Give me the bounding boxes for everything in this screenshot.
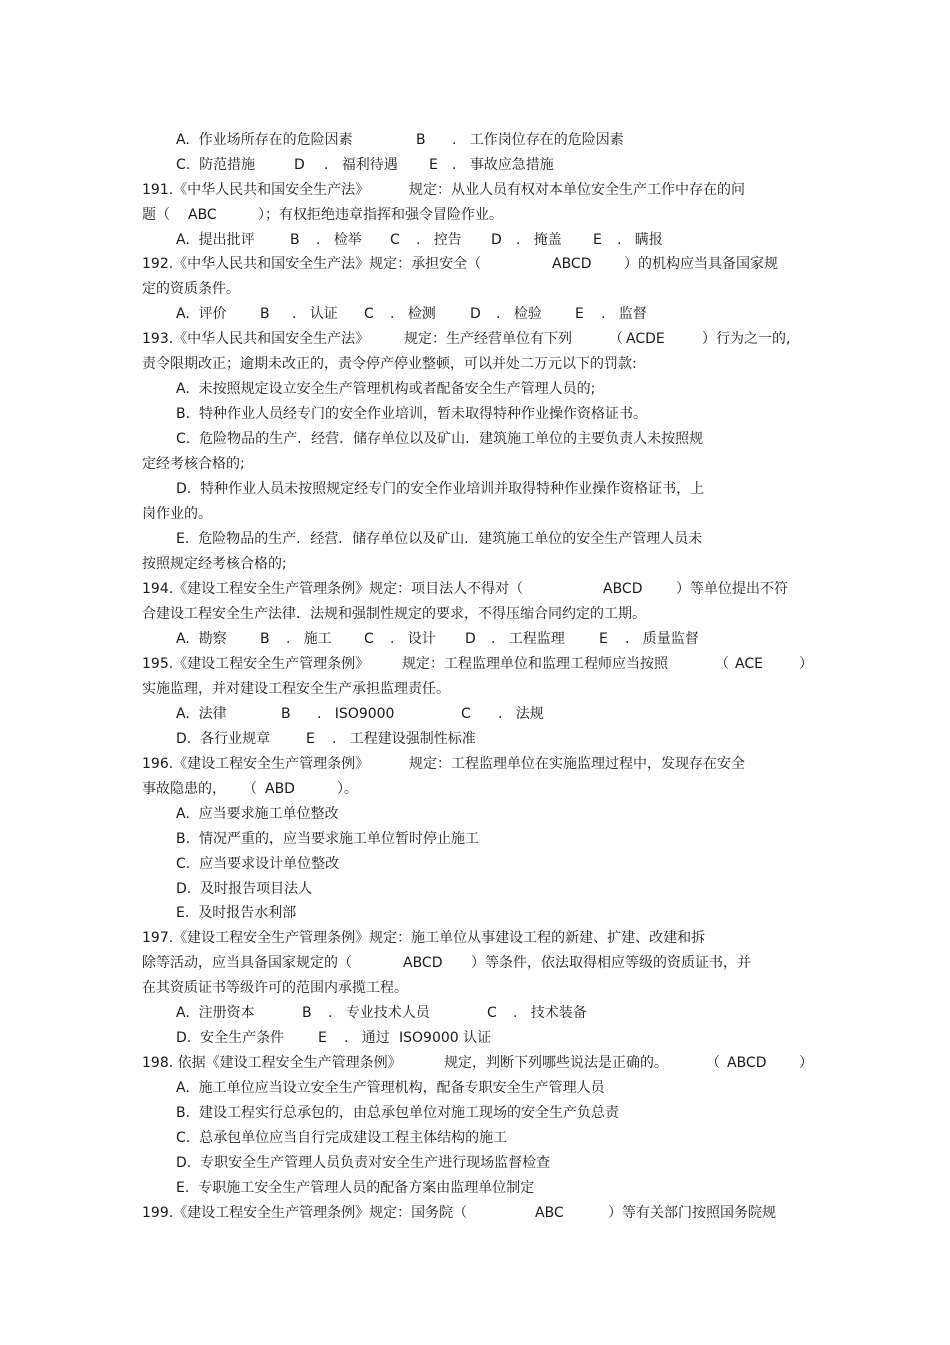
text-line <box>0 552 950 576</box>
text-segment: A. 提出批评 <box>176 232 255 248</box>
text-segment: 199.《建设工程安全生产管理条例》规定：国务院（ <box>142 1205 468 1221</box>
text-segment: 定经考核合格的; <box>142 456 245 472</box>
text-segment: 198. 依据《建设工程安全生产管理条例》 <box>142 1055 402 1071</box>
text-segment: C <box>461 706 471 722</box>
text-line <box>0 1101 950 1125</box>
text-segment: 岗作业的。 <box>142 506 212 522</box>
text-segment: ABD <box>265 781 295 797</box>
text-segment: B. 建设工程实行总承包的，由总承包单位对施工现场的安全生产负总责 <box>176 1105 619 1121</box>
text-line <box>0 652 950 676</box>
text-line <box>0 527 950 551</box>
text-segment: . 事故应急措施 <box>452 157 554 173</box>
text-segment: . 质量监督 <box>625 631 699 647</box>
text-segment: 责令限期改正；逾期未改正的，责令停产停业整顿，可以并处二万元以下的罚款: <box>142 356 637 372</box>
text-segment: A. 作业场所存在的危险因素 <box>176 132 353 148</box>
text-segment: . 瞒报 <box>617 232 663 248</box>
text-segment: 197.《建设工程安全生产管理条例》规定：施工单位从事建设工程的新建、扩建、改建和拆 <box>142 930 706 946</box>
text-segment: ACE <box>735 656 763 672</box>
text-segment: ACDE <box>626 331 665 347</box>
text-line <box>0 178 950 202</box>
text-line <box>0 926 950 950</box>
text-segment: D <box>470 306 481 322</box>
text-line <box>0 1126 950 1150</box>
text-segment: ISO9000 认证 <box>399 1030 492 1046</box>
text-segment: ）行为之一的, <box>702 331 791 347</box>
text-segment: （ <box>609 331 623 347</box>
text-segment: E. 及时报告水利部 <box>176 905 297 921</box>
text-segment: A. 评价 <box>176 306 227 322</box>
text-segment: 除等活动，应当具备国家规定的（ <box>142 955 352 971</box>
text-segment: ）等条件，依法取得相应等级的资质证书，并 <box>471 955 751 971</box>
text-segment: . 检测 <box>390 306 436 322</box>
text-segment: A. 法律 <box>176 706 227 722</box>
text-line <box>0 702 950 726</box>
text-segment: ABCD <box>403 955 443 971</box>
text-segment: . 技术装备 <box>513 1005 587 1021</box>
text-segment: E. 危险物品的生产．经营．储存单位以及矿山．建筑施工单位的安全生产管理人员未 <box>176 531 703 547</box>
text-segment: B <box>290 232 300 248</box>
text-segment: 194.《建设工程安全生产管理条例》规定：项目法人不得对（ <box>142 581 524 597</box>
text-segment: ）；有权拒绝违章指挥和强令冒险作业。 <box>258 207 503 223</box>
text-segment: 实施监理，并对建设工程安全生产承担监理责任。 <box>142 681 450 697</box>
text-segment: . ISO9000 <box>317 706 395 722</box>
text-line <box>0 203 950 227</box>
text-segment: . 控告 <box>416 232 462 248</box>
text-segment: B <box>416 132 426 148</box>
text-line <box>0 477 950 501</box>
text-segment: B. 情况严重的，应当要求施工单位暂时停止施工 <box>176 831 479 847</box>
text-segment: . 通过 <box>344 1030 390 1046</box>
text-segment: B. 特种作业人员经专门的安全作业培训，暂未取得特种作业操作资格证书。 <box>176 406 647 422</box>
text-line <box>0 1076 950 1100</box>
text-segment: E <box>306 731 315 747</box>
text-segment: ABCD <box>603 581 643 597</box>
text-segment: E <box>429 157 438 173</box>
text-segment: 规定：生产经营单位有下列 <box>404 331 572 347</box>
text-segment: C. 防范措施 <box>176 157 256 173</box>
text-line <box>0 777 950 801</box>
text-line <box>0 128 950 152</box>
text-segment: C <box>487 1005 497 1021</box>
text-segment: C <box>364 631 374 647</box>
text-segment: C. 应当要求设计单位整改 <box>176 856 340 872</box>
text-segment: ）的机构应当具备国家规 <box>624 256 778 272</box>
text-segment: D. 专职安全生产管理人员负责对安全生产进行现场监督检查 <box>176 1155 551 1171</box>
text-segment: E <box>599 631 608 647</box>
text-segment: . 认证 <box>292 306 338 322</box>
text-segment: 规定：工程监理单位和监理工程师应当按照 <box>402 656 668 672</box>
text-segment: . 设计 <box>390 631 436 647</box>
text-segment: ABCD <box>727 1055 767 1071</box>
text-segment: 合建设工程安全生产法律．法规和强制性规定的要求，不得压缩合同约定的工期。 <box>142 606 646 622</box>
text-segment: 规定：工程监理单位在实施监理过程中，发现存在安全 <box>409 756 745 772</box>
text-segment: . 检验 <box>496 306 542 322</box>
text-segment: C <box>364 306 374 322</box>
text-segment: A. 注册资本 <box>176 1005 255 1021</box>
text-line <box>0 452 950 476</box>
text-line <box>0 901 950 925</box>
text-line <box>0 402 950 426</box>
text-line <box>0 852 950 876</box>
text-segment: ABC <box>188 207 217 223</box>
text-segment: E <box>593 232 602 248</box>
text-line <box>0 827 950 851</box>
text-segment: D <box>491 232 502 248</box>
text-segment: . 专业技术人员 <box>328 1005 430 1021</box>
text-segment: B <box>281 706 291 722</box>
text-segment: . 福利待遇 <box>324 157 398 173</box>
text-segment: 195.《建设工程安全生产管理条例》 <box>142 656 370 672</box>
text-segment: ABCD <box>552 256 592 272</box>
text-segment: ） <box>799 1055 813 1071</box>
text-segment: 192.《中华人民共和国安全生产法》规定：承担安全（ <box>142 256 482 272</box>
text-line <box>0 327 950 351</box>
text-line <box>0 427 950 451</box>
text-segment: . 检举 <box>316 232 362 248</box>
text-line <box>0 802 950 826</box>
text-segment: D. 及时报告项目法人 <box>176 881 313 897</box>
text-segment: D. 各行业规章 <box>176 731 271 747</box>
text-segment: B <box>260 631 270 647</box>
text-segment: （ <box>706 1055 720 1071</box>
text-segment: C. 总承包单位应当自行完成建设工程主体结构的施工 <box>176 1130 508 1146</box>
text-segment: D <box>294 157 305 173</box>
text-segment: B <box>302 1005 312 1021</box>
text-segment: . 施工 <box>286 631 332 647</box>
text-segment: . 掩盖 <box>516 232 562 248</box>
text-line <box>0 602 950 626</box>
text-line <box>0 277 950 301</box>
text-segment: C <box>390 232 400 248</box>
text-segment: 定的资质条件。 <box>142 281 240 297</box>
text-segment: 规定，判断下列哪些说法是正确的。 <box>444 1055 668 1071</box>
text-segment: 规定：从业人员有权对本单位安全生产工作中存在的问 <box>409 182 745 198</box>
text-line <box>0 727 950 751</box>
text-segment: （ <box>715 656 729 672</box>
text-line <box>0 228 950 252</box>
text-segment: . 法规 <box>498 706 544 722</box>
text-line <box>0 377 950 401</box>
text-line <box>0 1001 950 1025</box>
text-segment: . 工程建设强制性标准 <box>332 731 476 747</box>
text-line <box>0 1026 950 1050</box>
text-line <box>0 1201 950 1225</box>
text-segment: . 工作岗位存在的危险因素 <box>452 132 624 148</box>
text-segment: A. 应当要求施工单位整改 <box>176 806 339 822</box>
text-segment: 题（ <box>142 207 170 223</box>
text-line <box>0 153 950 177</box>
text-segment: D <box>465 631 476 647</box>
text-segment: . 工程监理 <box>491 631 565 647</box>
text-line <box>0 252 950 276</box>
text-segment: E. 专职施工安全生产管理人员的配备方案由监理单位制定 <box>176 1180 535 1196</box>
text-segment: D. 安全生产条件 <box>176 1030 285 1046</box>
text-line <box>0 627 950 651</box>
text-line <box>0 1176 950 1200</box>
text-segment: A. 勘察 <box>176 631 227 647</box>
text-segment: ）。 <box>337 781 358 797</box>
text-segment: 事故隐患的， <box>142 781 226 797</box>
text-segment: 193.《中华人民共和国安全生产法》 <box>142 331 370 347</box>
text-segment: 在其资质证书等级许可的范围内承揽工程。 <box>142 980 408 996</box>
text-line <box>0 352 950 376</box>
text-line <box>0 752 950 776</box>
text-segment: A. 未按照规定设立安全生产管理机构或者配备安全生产管理人员的; <box>176 381 596 397</box>
text-segment: E <box>575 306 584 322</box>
text-line <box>0 1151 950 1175</box>
text-segment: C. 危险物品的生产．经营．储存单位以及矿山．建筑施工单位的主要负责人未按照规 <box>176 431 704 447</box>
text-segment: ）等有关部门按照国务院规 <box>608 1205 776 1221</box>
text-segment: ABC <box>535 1205 564 1221</box>
text-segment: E <box>318 1030 327 1046</box>
text-segment: 191.《中华人民共和国安全生产法》 <box>142 182 370 198</box>
text-line <box>0 976 950 1000</box>
text-segment: . 监督 <box>601 306 647 322</box>
text-line <box>0 677 950 701</box>
text-segment: 按照规定经考核合格的; <box>142 556 287 572</box>
text-line <box>0 577 950 601</box>
text-segment: ）等单位提出不符 <box>676 581 788 597</box>
text-segment: A. 施工单位应当设立安全生产管理机构，配备专职安全生产管理人员 <box>176 1080 605 1096</box>
text-line <box>0 302 950 326</box>
text-segment: D. 特种作业人员未按照规定经专门的安全作业培训并取得特种作业操作资格证书，上 <box>176 481 705 497</box>
text-segment: B <box>260 306 270 322</box>
text-line <box>0 877 950 901</box>
text-line <box>0 951 950 975</box>
text-line <box>0 502 950 526</box>
text-line <box>0 1051 950 1075</box>
text-segment: 196.《建设工程安全生产管理条例》 <box>142 756 370 772</box>
text-segment: ） <box>799 656 813 672</box>
text-segment: （ <box>243 781 257 797</box>
